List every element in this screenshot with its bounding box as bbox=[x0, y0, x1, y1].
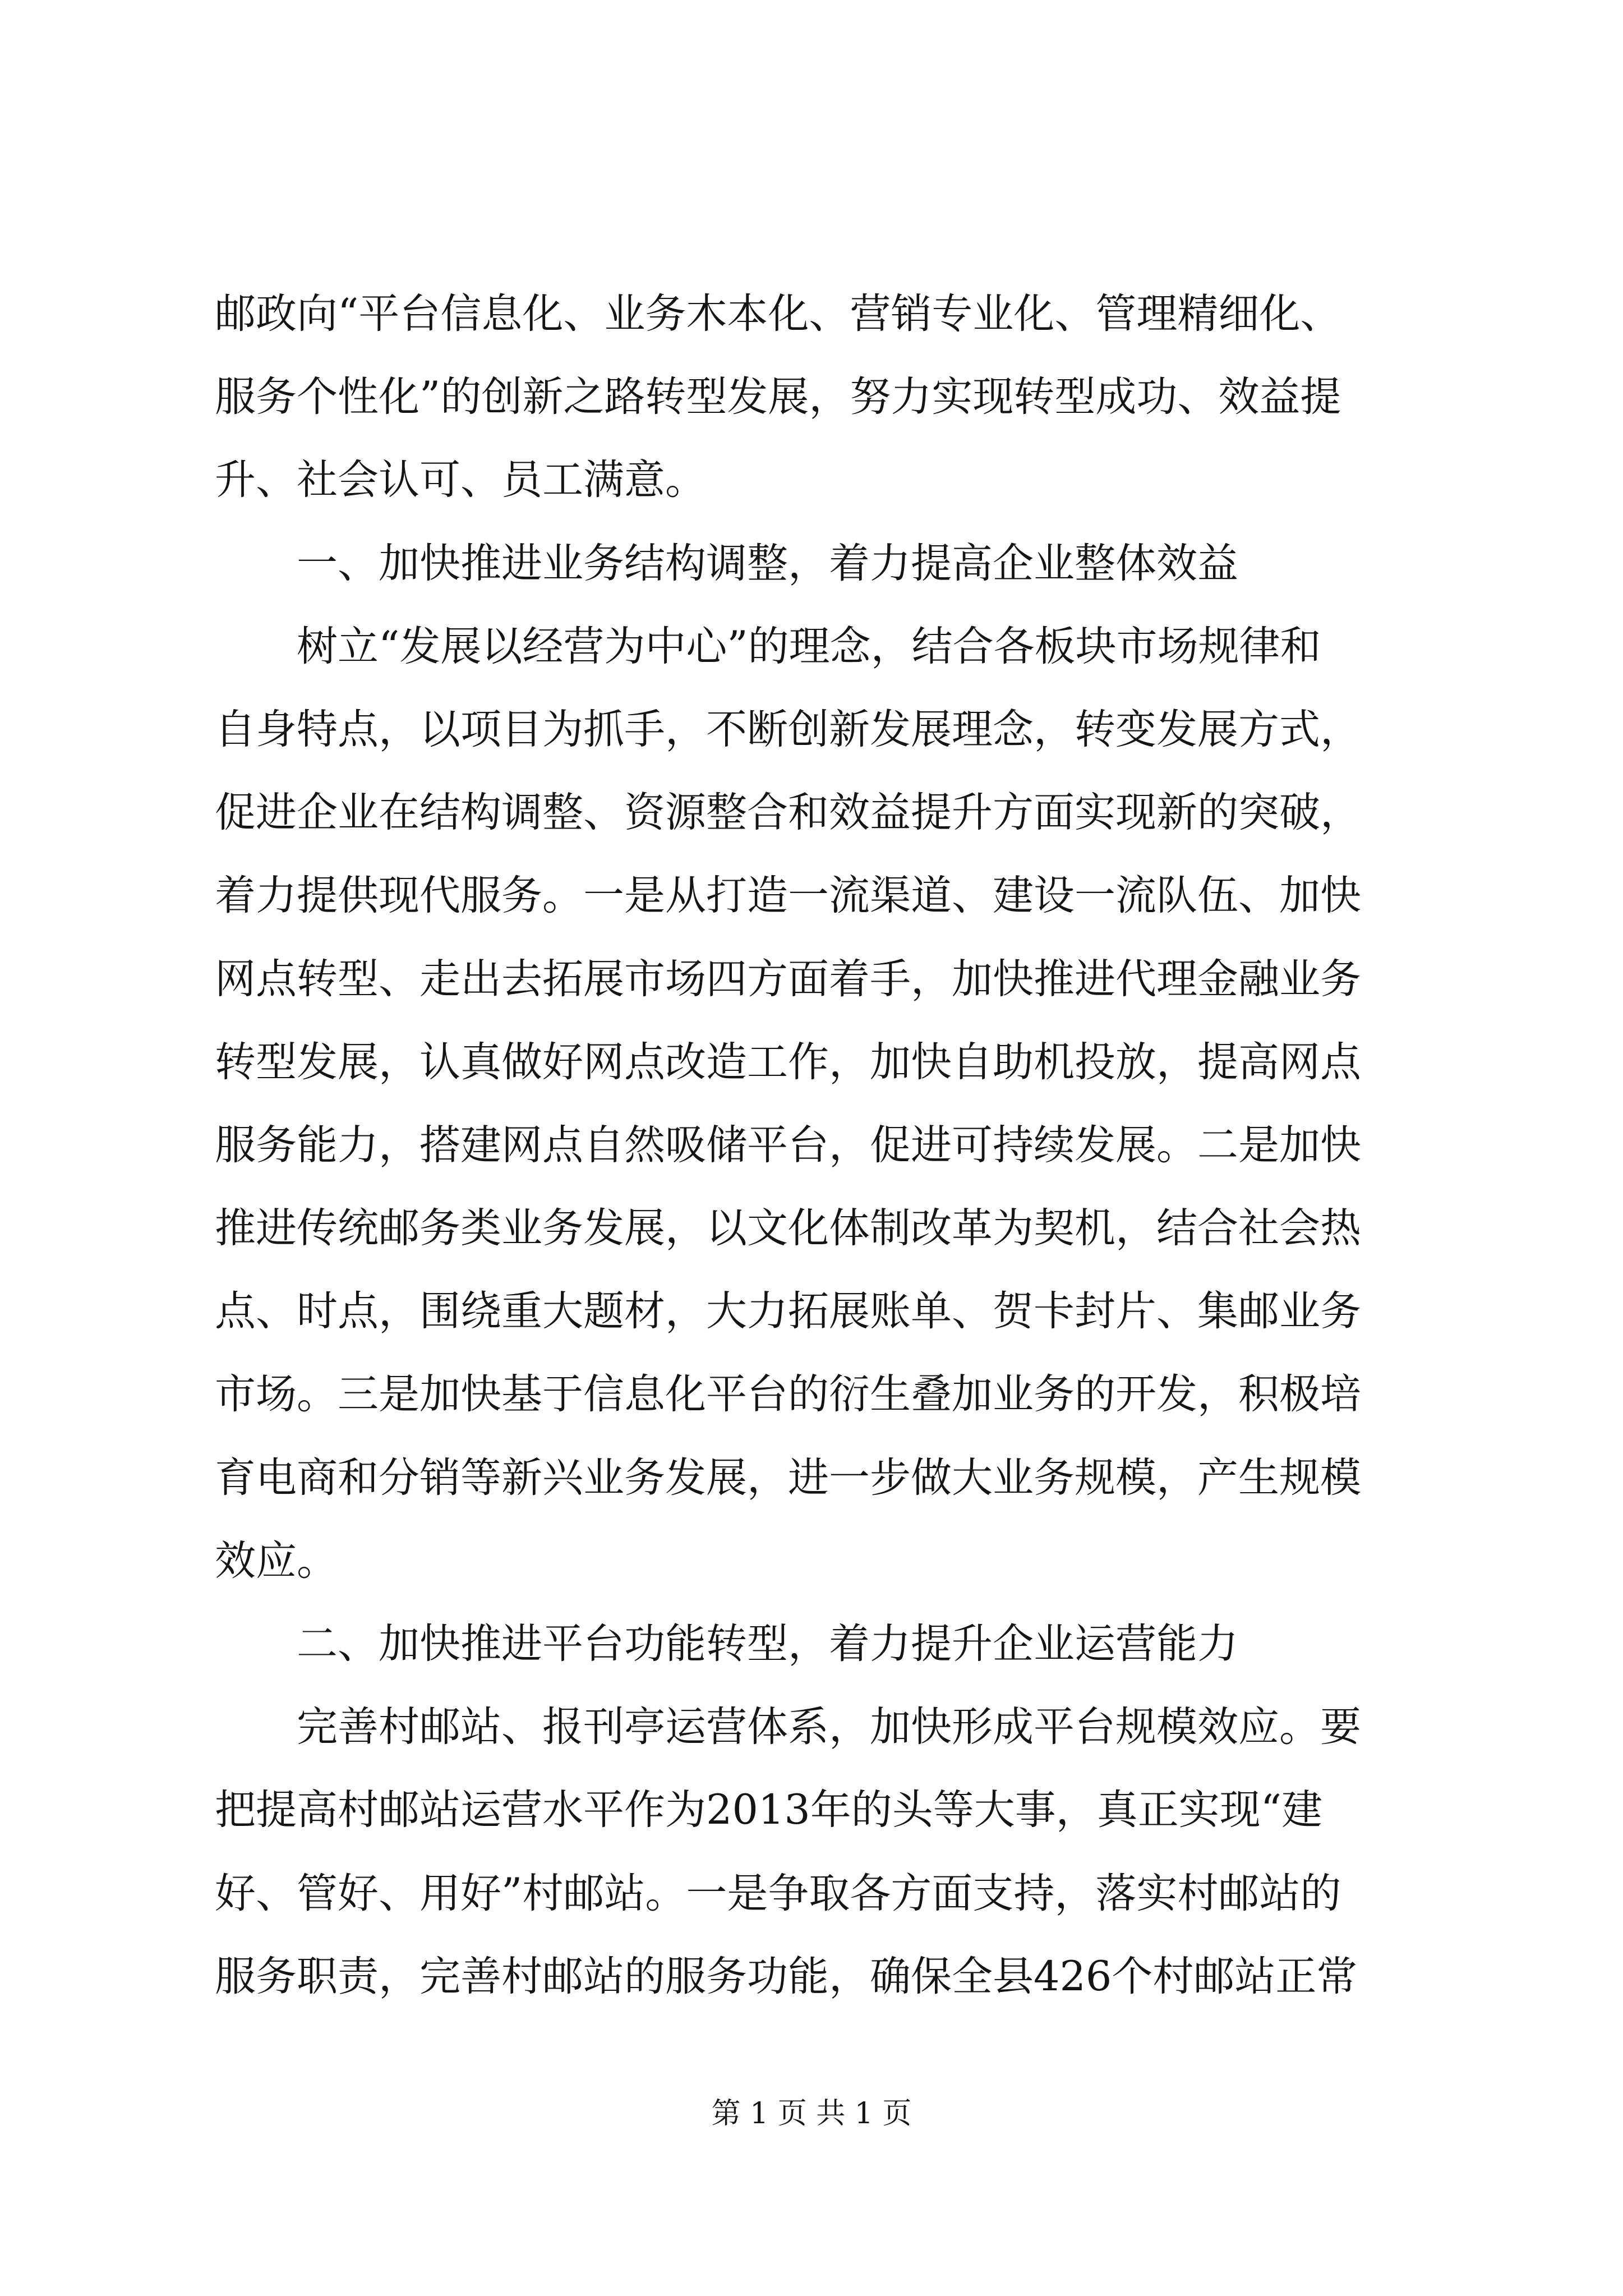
text-line-13: 点、时点，围绕重大题材，大力拓展账单、贺卡封片、集邮业务 bbox=[215, 1287, 1361, 1336]
text-line-19: 把提高村邮站运营水平作为2013年的头等大事，真正实现“建 bbox=[215, 1786, 1323, 1834]
text-line-9: 网点转型、走出去拓展市场四方面着手，加快推进代理金融业务 bbox=[215, 955, 1361, 1003]
section-heading-2: 二、加快推进平台功能转型，着力提升企业运营能力 bbox=[297, 1620, 1238, 1668]
text-line-7: 促进企业在结构调整、资源整合和效益提升方面实现新的突破， bbox=[215, 789, 1361, 837]
text-line-8: 着力提供现代服务。一是从打造一流渠道、建设一流队伍、加快 bbox=[215, 872, 1361, 920]
document-body bbox=[215, 292, 1421, 2037]
text-line-18: 完善村邮站、报刊亭运营体系，加快形成平台规模效应。要 bbox=[297, 1703, 1361, 1751]
section-heading-1: 一、加快推进业务结构调整，着力提高企业整体效益 bbox=[297, 539, 1238, 587]
text-line-3: 升、社会认可、员工满意。 bbox=[215, 456, 706, 504]
page-footer: 第 1 页 共 1 页 bbox=[711, 2097, 912, 2131]
text-line-14: 市场。三是加快基于信息化平台的衍生叠加业务的开发，积极培 bbox=[215, 1370, 1361, 1419]
text-line-11: 服务能力，搭建网点自然吸储平台，促进可持续发展。二是加快 bbox=[215, 1121, 1361, 1169]
text-line-21: 服务职责，完善村邮站的服务功能，确保全县426个村邮站正常 bbox=[215, 1952, 1358, 2000]
text-line-10: 转型发展，认真做好网点改造工作，加快自助机投放，提高网点 bbox=[215, 1038, 1361, 1086]
text-line-16: 效应。 bbox=[215, 1536, 338, 1585]
text-line-12: 推进传统邮务类业务发展，以文化体制改革为契机，结合社会热 bbox=[215, 1204, 1361, 1253]
text-line-2: 服务个性化”的创新之路转型发展，努力实现转型成功、效益提 bbox=[215, 373, 1341, 421]
text-line-1: 邮政向“平台信息化、业务木本化、营销专业化、管理精细化、 bbox=[215, 290, 1341, 338]
text-line-5: 树立“发展以经营为中心”的理念，结合各板块市场规律和 bbox=[297, 622, 1321, 670]
text-line-15: 育电商和分销等新兴业务发展，进一步做大业务规模，产生规模 bbox=[215, 1453, 1361, 1502]
text-line-20: 好、管好、用好”村邮站。一是争取各方面支持，落实村邮站的 bbox=[215, 1869, 1341, 1917]
text-line-6: 自身特点，以项目为抓手，不断创新发展理念，转变发展方式， bbox=[215, 705, 1361, 753]
